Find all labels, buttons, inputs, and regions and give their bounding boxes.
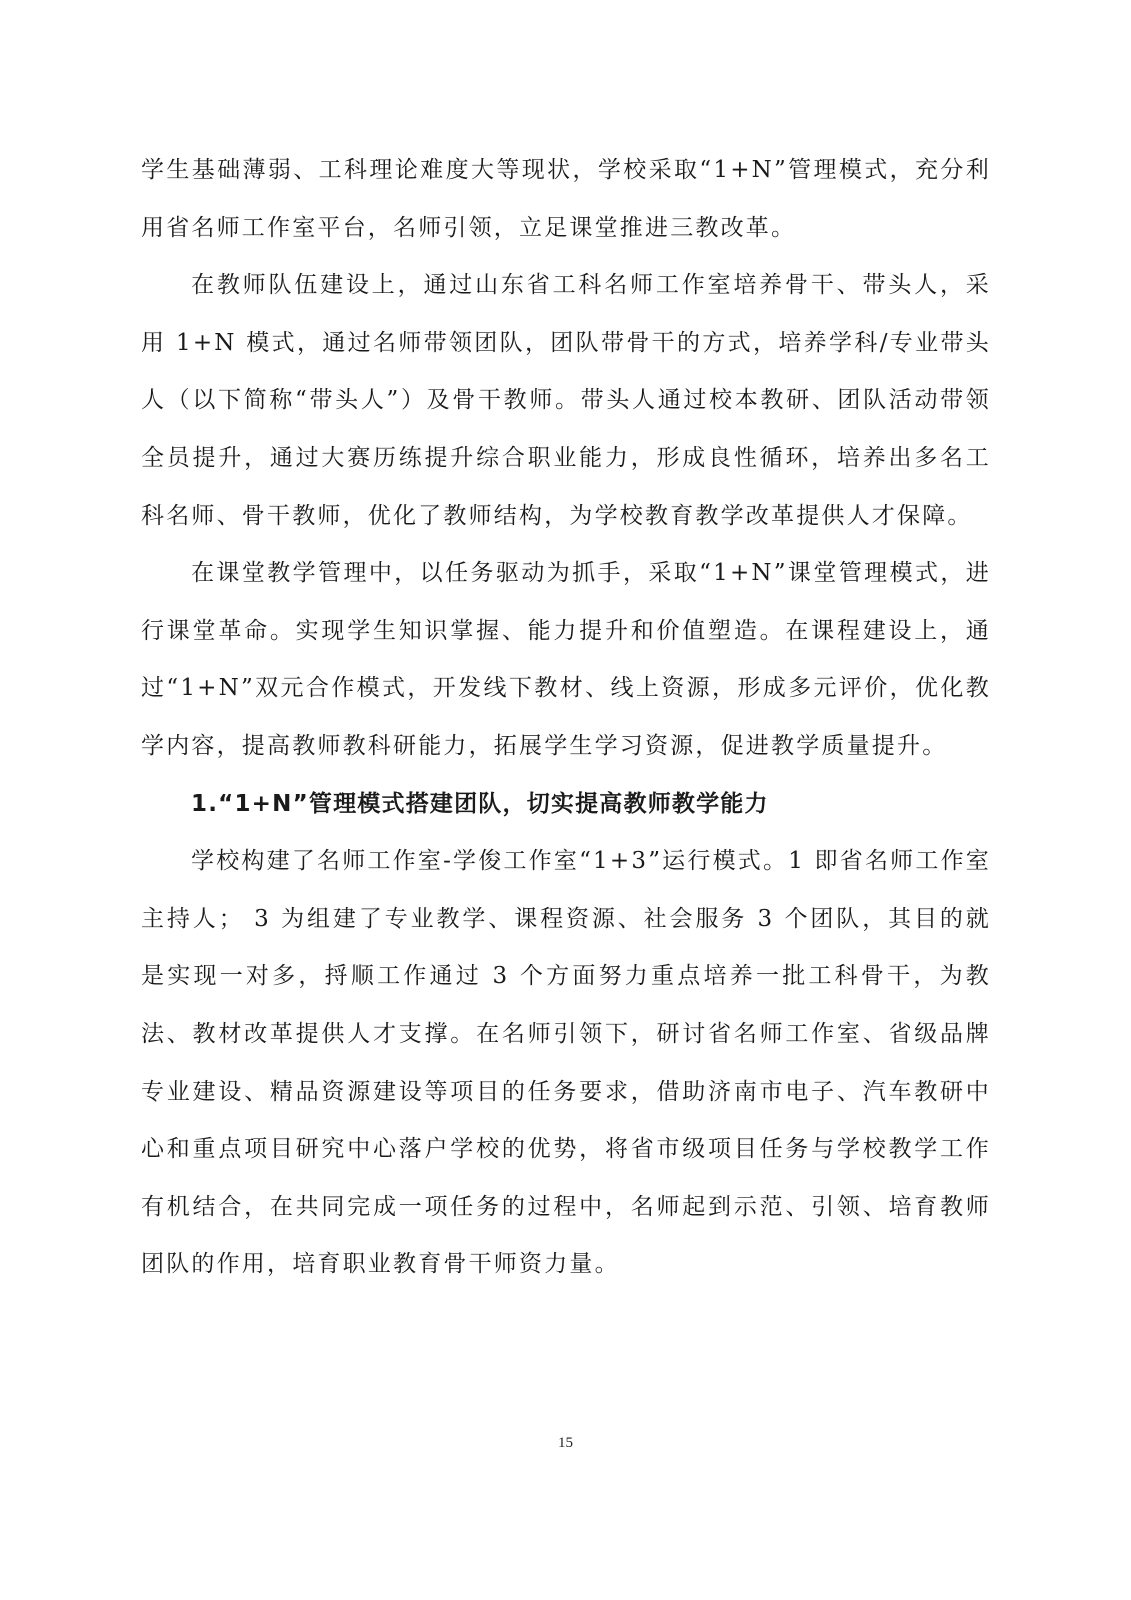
paragraph-studio-model: 学校构建了名师工作室-学俊工作室“1+3”运行模式。1 即省名师工作室主持人； 3 为组建了专业教学、课程资源、社会服务 3 个团队，其目的就是实现一对多，捋顺工作通过 3 个方面努力重点培养一批工科骨干，为教法、教材改革提供人才支撑。在名师引领下，研讨省名师工作室、省级品牌专业建设、精品资源建设等项目的任务要求，借助济南市电子、汽车教研中心和重点项目研究中心落户学校的优势，将省市级项目任务与学校教学工作有机结合，在共同完成一项任务的过程中，名师起到示范、引领、培育教师团队的作用，培育职业教育骨干师资力量。 xyxy=(141,848,991,1278)
paragraph-classroom-management: 在课堂教学管理中，以任务驱动为抓手，采取“1+N”课堂管理模式，进行课堂革命。实现学生知识掌握、能力提升和价值塑造。在课程建设上，通过“1+N”双元合作模式，开发线下教材、线上资源，形成多元评价，优化教学内容，提高教师教科研能力，拓展学生学习资源，促进教学质量提升。 xyxy=(141,560,991,759)
paragraph-intro-continuation: 学生基础薄弱、工科理论难度大等现状，学校采取“1+N”管理模式，充分利用省名师工作室平台，名师引领，立足课堂推进三教改革。 xyxy=(141,157,991,241)
page-number: 15 xyxy=(558,1435,573,1451)
document-body xyxy=(141,142,991,1294)
section-heading: 1.“1+N”管理模式搭建团队，切实提高教师教学能力 xyxy=(191,790,769,817)
paragraph-teacher-team: 在教师队伍建设上，通过山东省工科名师工作室培养骨干、带头人，采用 1+N 模式，通过名师带领团队，团队带骨干的方式，培养学科/专业带头人（以下简称“带头人”）及骨干教师。带头人通过校本教研、团队活动带领全员提升，通过大赛历练提升综合职业能力，形成良性循环，培养出多名工科名师、骨干教师，优化了教师结构，为学校教育教学改革提供人才保障。 xyxy=(141,272,991,529)
